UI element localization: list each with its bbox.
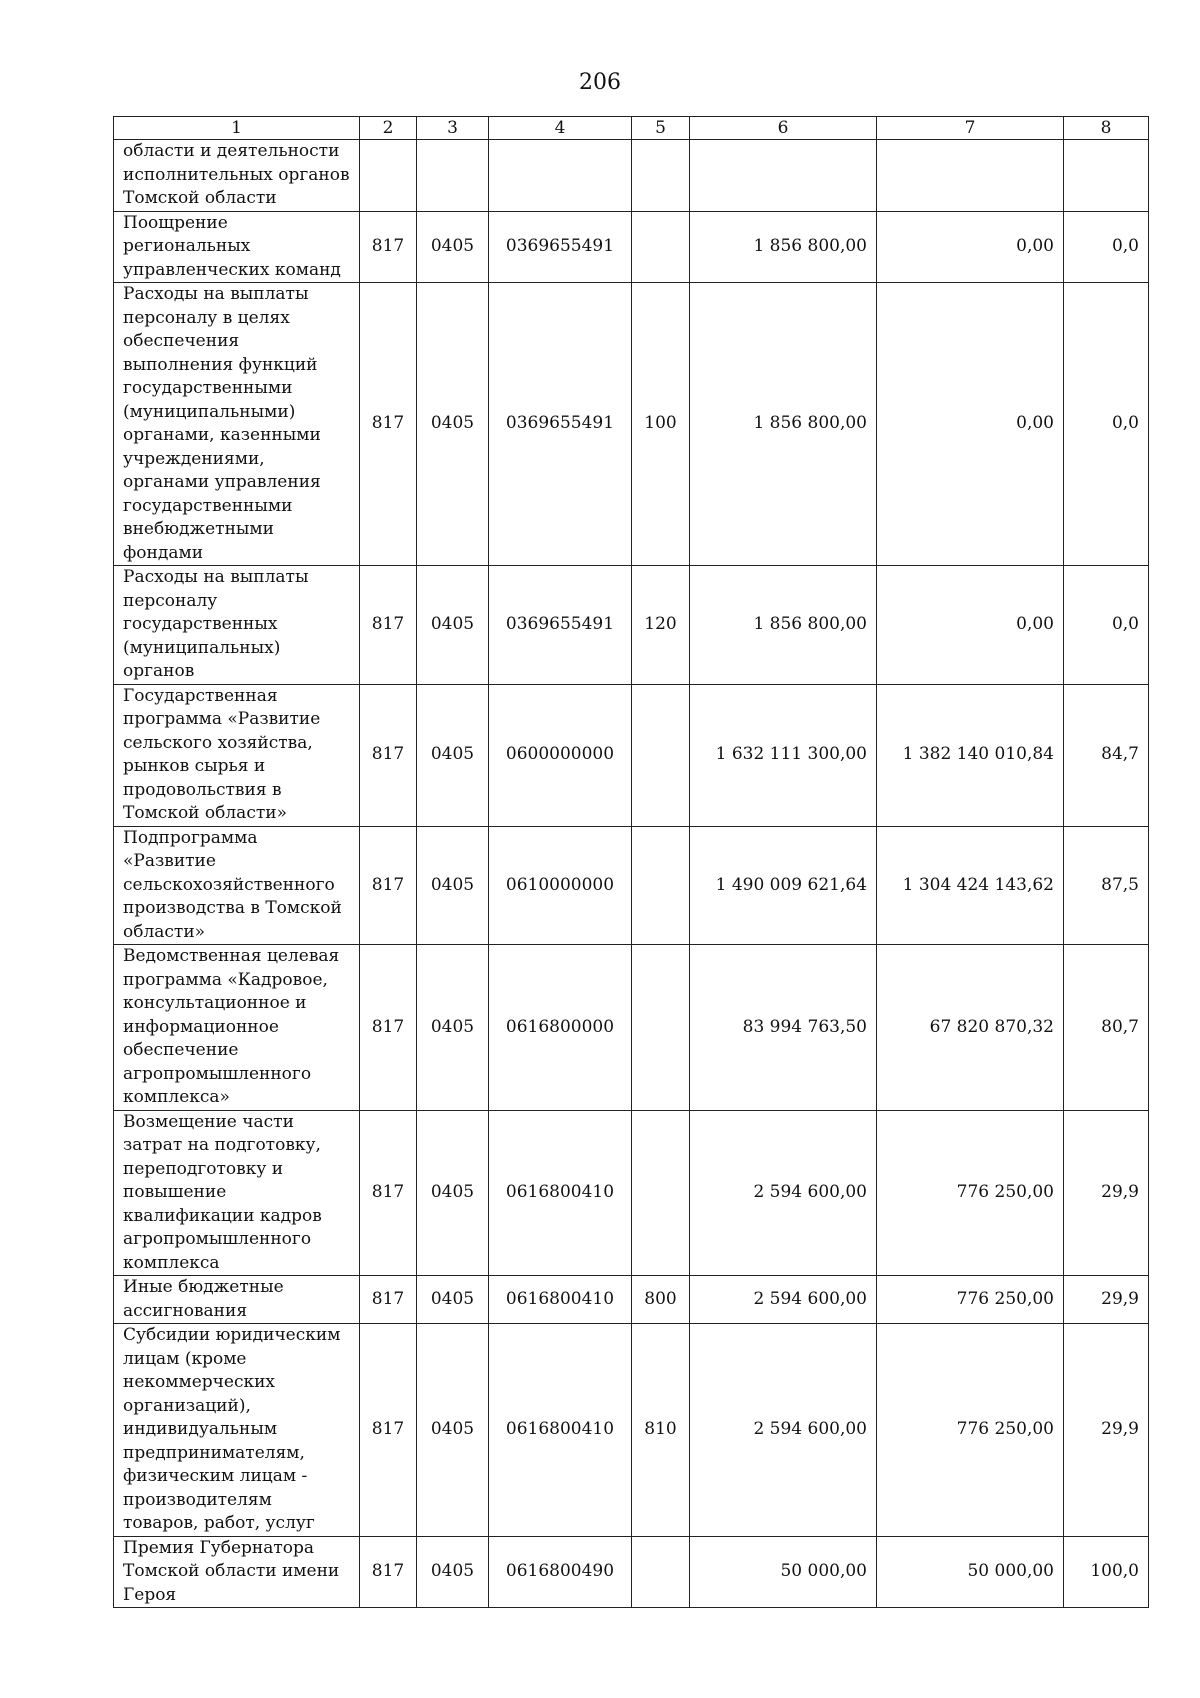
- section-code-cell: 0405: [417, 1276, 489, 1324]
- ministry-code-cell: 817: [360, 566, 417, 685]
- section-code-cell: 0405: [417, 945, 489, 1111]
- column-header: 2: [360, 117, 417, 140]
- plan-amount-cell: 50 000,00: [690, 1536, 877, 1608]
- plan-amount-cell: 2 594 600,00: [690, 1324, 877, 1537]
- actual-amount-cell: 0,00: [877, 211, 1064, 283]
- percent-cell: [1064, 140, 1149, 212]
- percent-cell: 29,9: [1064, 1276, 1149, 1324]
- table-row: [114, 826, 1149, 945]
- column-header: 3: [417, 117, 489, 140]
- actual-amount-cell: 1 382 140 010,84: [877, 684, 1064, 826]
- ministry-code-cell: 817: [360, 211, 417, 283]
- column-header: 8: [1064, 117, 1149, 140]
- table-row: [114, 283, 1149, 566]
- plan-amount-cell: 1 856 800,00: [690, 283, 877, 566]
- column-header: 1: [114, 117, 360, 140]
- row-name-cell: Иные бюджетные ассигнования: [114, 1276, 360, 1324]
- plan-amount-cell: 1 856 800,00: [690, 566, 877, 685]
- ministry-code-cell: 817: [360, 1536, 417, 1608]
- percent-cell: 80,7: [1064, 945, 1149, 1111]
- row-name-cell: Расходы на выплаты персоналу государственных (муниципальных) органов: [114, 566, 360, 685]
- plan-amount-cell: 1 632 111 300,00: [690, 684, 877, 826]
- column-header: 7: [877, 117, 1064, 140]
- section-code-cell: 0405: [417, 1324, 489, 1537]
- plan-amount-cell: 83 994 763,50: [690, 945, 877, 1111]
- actual-amount-cell: 50 000,00: [877, 1536, 1064, 1608]
- table-row: [114, 1110, 1149, 1276]
- row-name-cell: Подпрограмма «Развитие сельскохозяйственного производства в Томской области»: [114, 826, 360, 945]
- ministry-code-cell: 817: [360, 283, 417, 566]
- target-article-cell: 0616800410: [489, 1324, 632, 1537]
- expense-type-cell: [632, 140, 690, 212]
- percent-cell: 0,0: [1064, 566, 1149, 685]
- target-article-cell: 0369655491: [489, 566, 632, 685]
- target-article-cell: 0369655491: [489, 211, 632, 283]
- percent-cell: 87,5: [1064, 826, 1149, 945]
- row-name-cell: Премия Губернатора Томской области имени Героя: [114, 1536, 360, 1608]
- percent-cell: 0,0: [1064, 211, 1149, 283]
- section-code-cell: 0405: [417, 1110, 489, 1276]
- plan-amount-cell: 1 490 009 621,64: [690, 826, 877, 945]
- expense-type-cell: 100: [632, 283, 690, 566]
- expense-type-cell: [632, 945, 690, 1111]
- table-row: [114, 566, 1149, 685]
- percent-cell: 0,0: [1064, 283, 1149, 566]
- row-name-cell: области и деятельности исполнительных органов Томской области: [114, 140, 360, 212]
- target-article-cell: 0369655491: [489, 283, 632, 566]
- actual-amount-cell: 776 250,00: [877, 1276, 1064, 1324]
- actual-amount-cell: 776 250,00: [877, 1324, 1064, 1537]
- plan-amount-cell: [690, 140, 877, 212]
- target-article-cell: 0616800410: [489, 1276, 632, 1324]
- expense-type-cell: 800: [632, 1276, 690, 1324]
- section-code-cell: [417, 140, 489, 212]
- actual-amount-cell: 776 250,00: [877, 1110, 1064, 1276]
- target-article-cell: [489, 140, 632, 212]
- table-row: [114, 1324, 1149, 1537]
- row-name-cell: Возмещение части затрат на подготовку, переподготовку и повышение квалификации кадров агропромышленного комплекса: [114, 1110, 360, 1276]
- section-code-cell: 0405: [417, 826, 489, 945]
- target-article-cell: 0600000000: [489, 684, 632, 826]
- row-name-cell: Государственная программа «Развитие сельского хозяйства, рынков сырья и продовольствия в Томской области»: [114, 684, 360, 826]
- expense-type-cell: [632, 826, 690, 945]
- table-row: [114, 140, 1149, 212]
- table-header-row: [114, 117, 1149, 140]
- row-name-cell: Расходы на выплаты персоналу в целях обеспечения выполнения функций государственными (муниципальными) органами, казенными учреждениями, органами управления государственными внебюджетными фондами: [114, 283, 360, 566]
- actual-amount-cell: 1 304 424 143,62: [877, 826, 1064, 945]
- expense-type-cell: [632, 684, 690, 826]
- actual-amount-cell: 0,00: [877, 283, 1064, 566]
- plan-amount-cell: 2 594 600,00: [690, 1110, 877, 1276]
- actual-amount-cell: 67 820 870,32: [877, 945, 1064, 1111]
- ministry-code-cell: 817: [360, 945, 417, 1111]
- target-article-cell: 0616800410: [489, 1110, 632, 1276]
- row-name-cell: Субсидии юридическим лицам (кроме некоммерческих организаций), индивидуальным предпринимателям, физическим лицам - производителям товаров, работ, услуг: [114, 1324, 360, 1537]
- section-code-cell: 0405: [417, 283, 489, 566]
- section-code-cell: 0405: [417, 566, 489, 685]
- expense-type-cell: [632, 211, 690, 283]
- page-number: 206: [579, 70, 621, 95]
- target-article-cell: 0616800000: [489, 945, 632, 1111]
- percent-cell: 29,9: [1064, 1324, 1149, 1537]
- table-row: [114, 945, 1149, 1111]
- percent-cell: 84,7: [1064, 684, 1149, 826]
- actual-amount-cell: [877, 140, 1064, 212]
- expense-type-cell: 120: [632, 566, 690, 685]
- budget-execution-table: [113, 116, 1149, 1608]
- row-name-cell: Поощрение региональных управленческих команд: [114, 211, 360, 283]
- plan-amount-cell: 1 856 800,00: [690, 211, 877, 283]
- table-row: [114, 211, 1149, 283]
- target-article-cell: 0610000000: [489, 826, 632, 945]
- table-row: [114, 1276, 1149, 1324]
- section-code-cell: 0405: [417, 684, 489, 826]
- expense-type-cell: [632, 1110, 690, 1276]
- table-row: [114, 1536, 1149, 1608]
- ministry-code-cell: 817: [360, 1276, 417, 1324]
- percent-cell: 100,0: [1064, 1536, 1149, 1608]
- plan-amount-cell: 2 594 600,00: [690, 1276, 877, 1324]
- column-header: 5: [632, 117, 690, 140]
- expense-type-cell: [632, 1536, 690, 1608]
- target-article-cell: 0616800490: [489, 1536, 632, 1608]
- row-name-cell: Ведомственная целевая программа «Кадровое, консультационное и информационное обеспечение агропромышленного комплекса»: [114, 945, 360, 1111]
- section-code-cell: 0405: [417, 211, 489, 283]
- table-row: [114, 684, 1149, 826]
- ministry-code-cell: 817: [360, 1110, 417, 1276]
- column-header: 6: [690, 117, 877, 140]
- section-code-cell: 0405: [417, 1536, 489, 1608]
- column-header: 4: [489, 117, 632, 140]
- ministry-code-cell: [360, 140, 417, 212]
- ministry-code-cell: 817: [360, 684, 417, 826]
- expense-type-cell: 810: [632, 1324, 690, 1537]
- ministry-code-cell: 817: [360, 826, 417, 945]
- actual-amount-cell: 0,00: [877, 566, 1064, 685]
- ministry-code-cell: 817: [360, 1324, 417, 1537]
- percent-cell: 29,9: [1064, 1110, 1149, 1276]
